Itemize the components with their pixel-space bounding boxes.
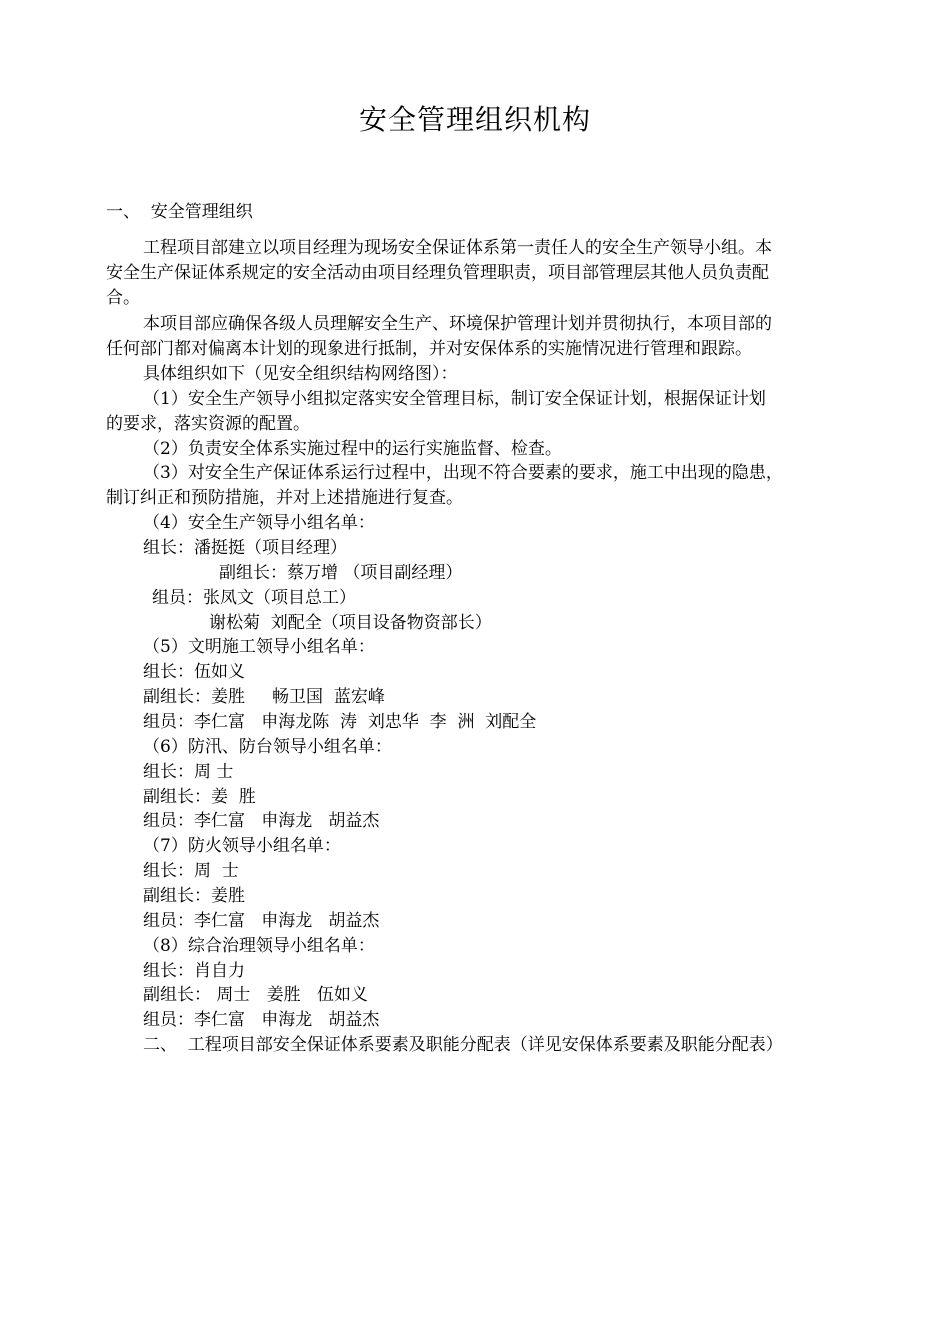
text-line: 任何部门都对偏离本计划的现象进行抵制，并对安保体系的实施情况进行管理和跟踪。 bbox=[106, 339, 752, 359]
text-line: 副组长：姜胜 bbox=[143, 886, 245, 906]
text-line: 组长：周 士 bbox=[143, 861, 239, 881]
text-line: （4）安全生产领导小组名单： bbox=[143, 513, 375, 533]
text-line: 安全生产保证体系规定的安全活动由项目经理负管理职责，项目部管理层其他人员负责配 bbox=[106, 263, 769, 283]
text-line: 合。 bbox=[106, 288, 140, 308]
page-title: 安全管理组织机构 bbox=[358, 103, 591, 136]
text-line: 制订纠正和预防措施，并对上述措施进行复查。 bbox=[106, 488, 463, 508]
text-line: 二、 工程项目部安全保证体系要素及职能分配表（详见安保体系要素及职能分配表） bbox=[143, 1035, 783, 1055]
text-line: 副组长：姜胜 畅卫国 蓝宏峰 bbox=[143, 687, 385, 707]
text-line: 具体组织如下（见安全组织结构网络图）： bbox=[143, 364, 458, 384]
text-line: 组长：潘挺挺（项目经理） bbox=[143, 538, 347, 558]
text-line: 一、 安全管理组织 bbox=[106, 202, 253, 222]
text-line: 副组长：蔡万增 （项目副经理） bbox=[219, 563, 463, 583]
text-line: 组员：张凤文（项目总工） bbox=[152, 588, 356, 608]
text-line: （1）安全生产领导小组拟定落实安全管理目标，制订安全保证计划，根据保证计划 bbox=[143, 389, 766, 409]
text-line: 副组长：姜 胜 bbox=[143, 787, 256, 807]
text-line: 的要求，落实资源的配置。 bbox=[106, 414, 310, 434]
text-line: 组长：肖自力 bbox=[143, 961, 245, 981]
text-line: （3）对安全生产保证体系运行过程中，出现不符合要素的要求，施工中出现的隐患， bbox=[143, 463, 783, 483]
text-line: 谢松菊 刘配全（项目设备物资部长） bbox=[209, 613, 492, 633]
text-line: （6）防汛、防台领导小组名单： bbox=[143, 737, 392, 757]
text-line: 组员：李仁富 申海龙 胡益杰 bbox=[143, 911, 380, 931]
text-line: 副组长： 周士 姜胜 伍如义 bbox=[143, 985, 368, 1005]
text-line: 本项目部应确保各级人员理解安全生产、环境保护管理计划并贯彻执行，本项目部的 bbox=[143, 314, 772, 334]
text-line: 工程项目部建立以项目经理为现场安全保证体系第一责任人的安全生产领导小组。本 bbox=[143, 238, 772, 258]
text-line: （7）防火领导小组名单： bbox=[143, 836, 341, 856]
text-line: 组员：李仁富 申海龙 胡益杰 bbox=[143, 1010, 380, 1030]
text-line: 组长：伍如义 bbox=[143, 662, 245, 682]
text-line: 组长：周 士 bbox=[143, 762, 234, 782]
text-line: 组员：李仁富 申海龙陈 涛 刘忠华 李 洲 刘配全 bbox=[143, 712, 537, 732]
text-line: （8）综合治理领导小组名单： bbox=[143, 936, 375, 956]
text-line: 组员：李仁富 申海龙 胡益杰 bbox=[143, 811, 380, 831]
text-line: （2）负责安全体系实施过程中的运行实施监督、检查。 bbox=[143, 439, 562, 459]
text-line: （5）文明施工领导小组名单： bbox=[143, 637, 375, 657]
